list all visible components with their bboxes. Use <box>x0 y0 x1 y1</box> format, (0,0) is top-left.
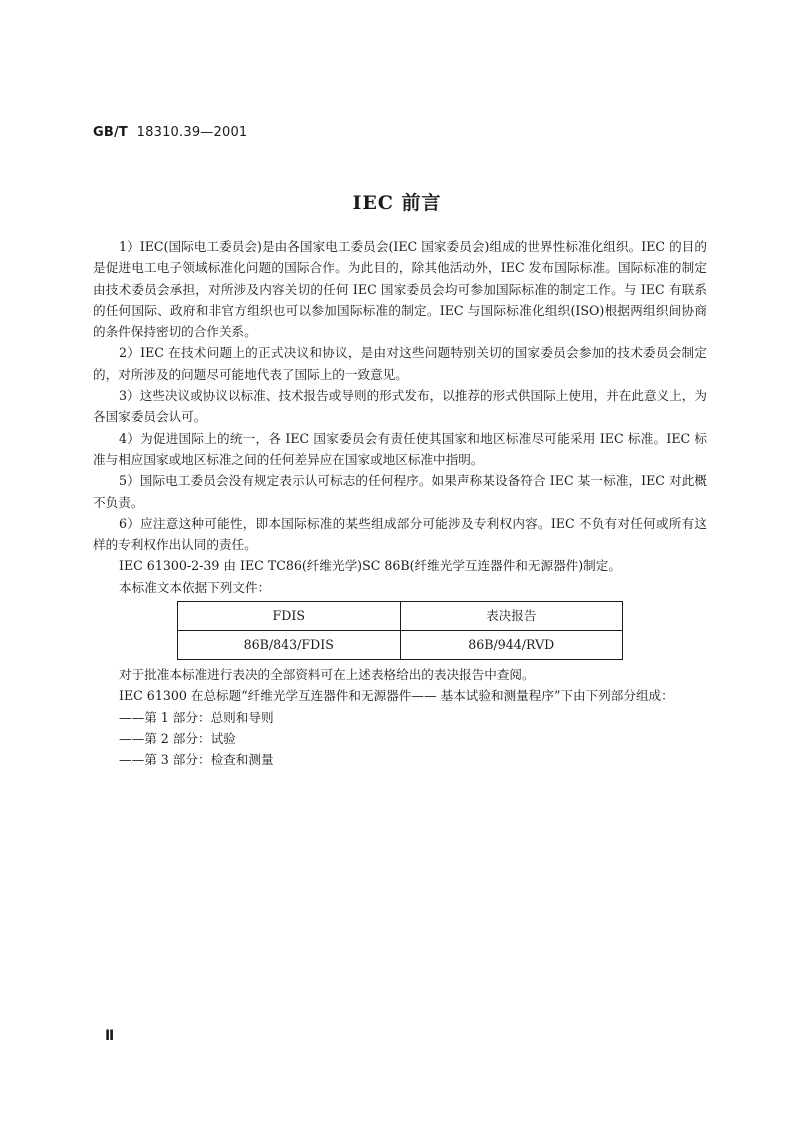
paragraph-1: 1）IEC(国际电工委员会)是由各国家电工委员会(IEC 国家委员会)组成的世界性标准化组织。IEC 的目的是促进电工电子领域标准化问题的国际合作。为此目的，除其他活动外，IEC 发布国际标准。国际标准的制定由技术委员会承担，对所涉及内容关切的任何 IEC 国家委员会均可参加国际标准的制定工作。与 IEC 有联系的任何国际、政府和非官方组织也可以参加国际标准的制定。IEC 与国际标准化组织(ISO)根据两组织间协商的条件保持密切的合作关系。 <box>93 239 707 340</box>
page-number: Ⅱ <box>105 1028 115 1044</box>
standard-prefix: GB/T <box>93 125 128 140</box>
table-cell: 86B/944/RVD <box>400 631 623 660</box>
paragraph-3: 3）这些决议或协议以标准、技术报告或导则的形式发布，以推荐的形式供国际上使用，并在此意义上，为各国家委员会认可。 <box>93 388 707 425</box>
voting-table-wrapper <box>177 601 707 660</box>
document-body <box>93 236 707 771</box>
paragraph-5: 5）国际电工委员会没有规定表示认可标志的任何程序。如果声称某设备符合 IEC 某一标准，IEC 对此概不负责。 <box>93 473 707 510</box>
table-row <box>178 631 623 660</box>
list-item: ——第 3 部分：检查和测量 <box>119 752 274 768</box>
list-item: ——第 2 部分：试验 <box>119 730 236 746</box>
document-header <box>93 125 247 140</box>
table-header-cell: FDIS <box>178 602 401 631</box>
table-header-cell: 表决报告 <box>400 602 623 631</box>
paragraph-4: 4）为促进国际上的统一，各 IEC 国家委员会有责任使其国家和地区标准尽可能采用 IEC 标准。IEC 标准与相应国家或地区标准之间的任何差异应在国家或地区标准中指明。 <box>93 430 707 467</box>
paragraph-voting-info: 对于批准本标准进行表决的全部资料可在上述表格给出的表决报告中查阅。 <box>119 667 535 683</box>
list-item: ——第 1 部分：总则和导则 <box>119 709 274 725</box>
table-header-row <box>178 602 623 631</box>
standard-number: 18310.39—2001 <box>136 125 248 140</box>
paragraph-2: 2）IEC 在技术问题上的正式决议和协议，是由对这些问题特别关切的国家委员会参加的技术委员会制定的，对所涉及的问题尽可能地代表了国际上的一致意见。 <box>93 345 707 382</box>
table-cell: 86B/843/FDIS <box>178 631 401 660</box>
paragraph-origin: IEC 61300-2-39 由 IEC TC86(纤维光学)SC 86B(纤维光学互连器件和无源器件)制定。 <box>119 558 621 574</box>
paragraph-documents-intro: 本标准文本依据下列文件： <box>119 579 271 595</box>
paragraph-series-intro: IEC 61300 在总标题“纤维光学互连器件和无源器件—— 基本试验和测量程序”下由下列部分组成： <box>119 688 674 704</box>
voting-table <box>177 601 623 660</box>
page-title: IEC 前言 <box>352 192 442 214</box>
paragraph-6: 6）应注意这种可能性，即本国际标准的某些组成部分可能涉及专利权内容。IEC 不负有对任何或所有这样的专利权作出认同的责任。 <box>93 515 707 553</box>
